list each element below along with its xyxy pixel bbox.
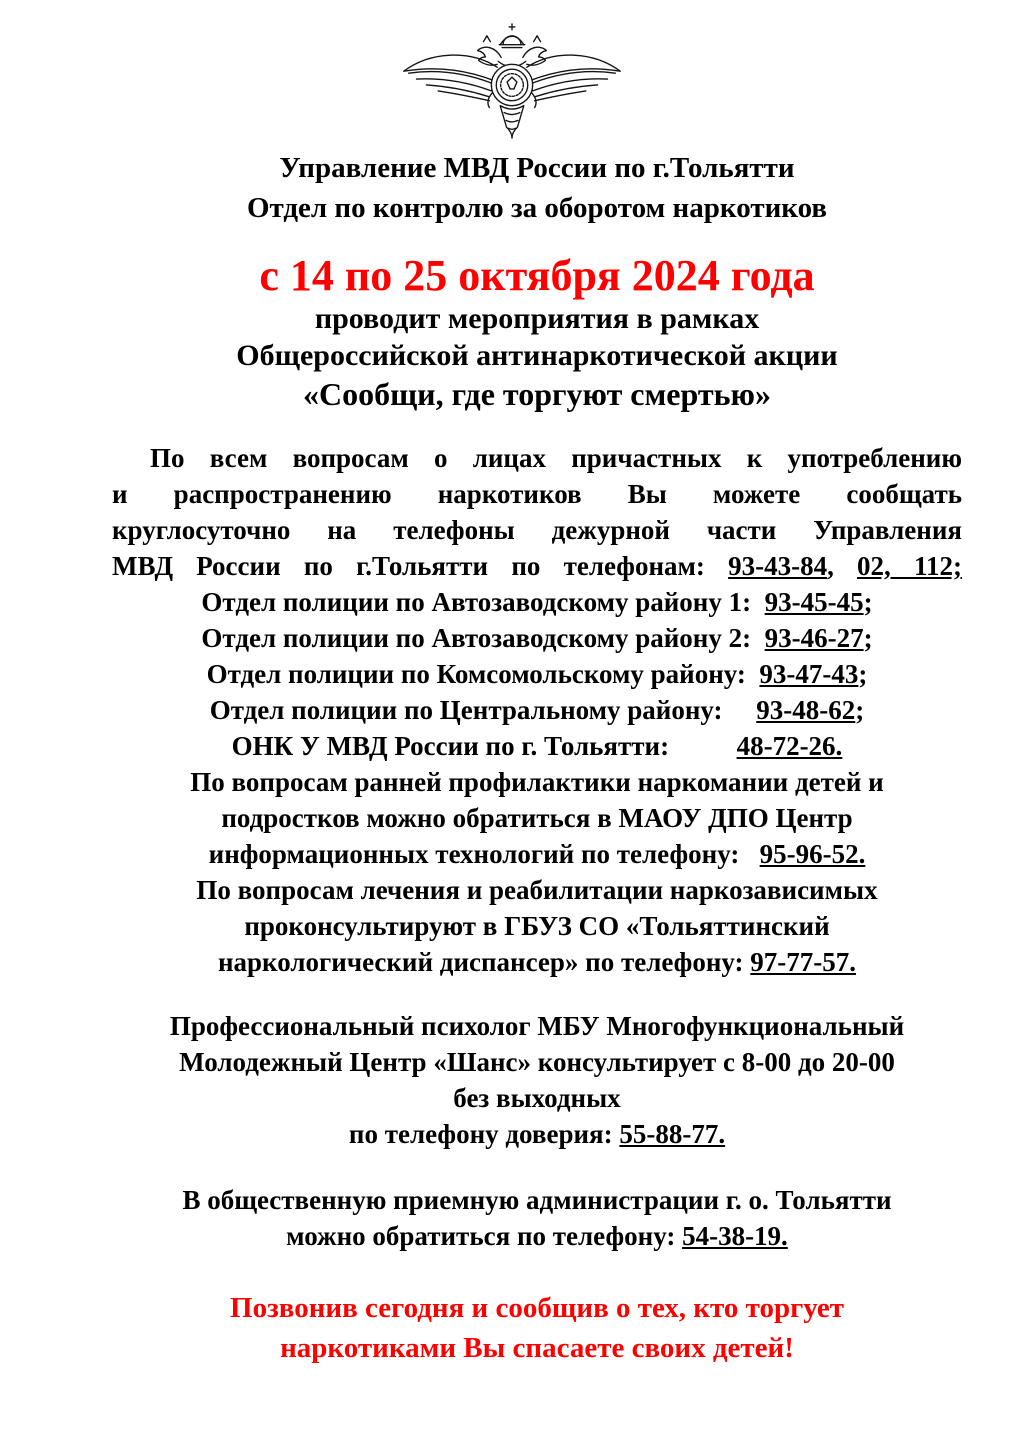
text-line [112,800,962,836]
text-line [112,440,962,476]
campaign-subtitle-2: Общероссийской антинаркотической акции [236,339,838,372]
text-line [112,1288,962,1328]
mvd-double-headed-eagle-icon [398,22,626,146]
line-text: Отдел полиции по Центральному району: [209,695,757,725]
phone-number: 93-48-62 [756,695,856,725]
mvd-emblem [0,22,1024,148]
line-text: , [827,551,858,581]
phone-number: 93-46-27 [764,623,864,653]
phone-number: 97-77-57. [750,947,857,977]
psychologist-paragraph [112,1008,962,1152]
call-to-action [112,1288,962,1368]
phone-number: 02, 112; [857,551,962,581]
phone-number: 55-88-77. [619,1119,726,1149]
line-text: круглосуточно на телефоны дежурной части Управления [112,515,962,545]
phone-number: 48-72-26. [736,731,843,761]
line-text: по телефону доверия: [348,1119,620,1149]
phone-number: 93-47-43 [759,659,859,689]
line-text: ; [858,659,868,689]
police-phone-list [112,584,962,764]
line-text: информационных технологий по телефону: [208,839,760,869]
line-text: без выходных [453,1083,621,1113]
text-line [112,656,962,692]
text-line [112,908,962,944]
text-line [112,1328,962,1368]
line-text: наркотиками Вы спасаете своих детей! [280,1332,794,1364]
line-text: наркологический диспансер» по телефону: [217,947,751,977]
line-text: ; [863,623,873,653]
text-line [112,584,962,620]
text-line [112,692,962,728]
line-text: и распространению наркотиков Вы можете сообщать [112,479,962,509]
line-text: Профессиональный психолог МБУ Многофункциональный [169,1011,905,1041]
org-title-line1: Управление МВД России по г.Тольятти [279,152,795,184]
treatment-paragraph [112,872,962,980]
document-content [112,148,962,1368]
text-line [112,620,962,656]
line-text: МВД России по г.Тольятти по телефонам: [112,551,729,581]
prevention-paragraph [112,764,962,872]
phone-number: 93-43-84 [728,551,828,581]
line-text: ; [855,695,865,725]
phone-number: 95-96-52. [759,839,866,869]
text-line [112,1116,962,1152]
line-text: ОНК У МВД России по г. Тольятти: [231,731,737,761]
line-text: В общественную приемную администрации г. о. Тольятти [182,1185,892,1215]
text-line [112,872,962,908]
line-text: Отдел полиции по Комсомольскому району: [206,659,760,689]
line-text: По вопросам ранней профилактики наркомании детей и [190,767,884,797]
text-line [112,1218,962,1254]
text-line [112,1044,962,1080]
reception-paragraph [112,1182,962,1254]
phone-number: 54-38-19. [682,1221,788,1251]
text-line [112,764,962,800]
line-text: Отдел полиции по Автозаводскому району 1: [201,587,765,617]
phone-number: 93-45-45 [764,587,864,617]
text-line [112,728,962,764]
line-text: можно обратиться по телефону: [286,1221,683,1251]
text-line [112,548,962,584]
text-line [112,476,962,512]
main-paragraph [112,440,962,584]
line-text: проконсультируют в ГБУЗ СО «Тольяттинский [244,911,830,941]
line-text: Отдел полиции по Автозаводскому району 2: [201,623,765,653]
text-line [112,944,962,980]
line-text: ; [863,587,873,617]
line-text: По всем вопросам о лицах причастных к употреблению [150,443,962,473]
campaign-subtitle-1: проводит мероприятия в рамках [314,302,760,335]
org-title-line2: Отдел по контролю за оборотом наркотиков [246,192,828,224]
line-text: Молодежный Центр «Шанс» консультирует с 8-00 до 20-00 [179,1047,895,1077]
campaign-slogan: «Сообщи, где торгуют смертью» [303,376,771,412]
text-line [112,1080,962,1116]
campaign-dates: с 14 по 25 октября 2024 года [259,251,815,300]
text-line [112,1008,962,1044]
text-line [112,1182,962,1218]
line-text: По вопросам лечения и реабилитации наркозависимых [196,875,878,905]
line-text: подростков можно обратиться в МАОУ ДПО Центр [221,803,853,833]
line-text: Позвонив сегодня и сообщив о тех, кто торгует [230,1292,844,1324]
text-line [112,512,962,548]
text-line [112,836,962,872]
